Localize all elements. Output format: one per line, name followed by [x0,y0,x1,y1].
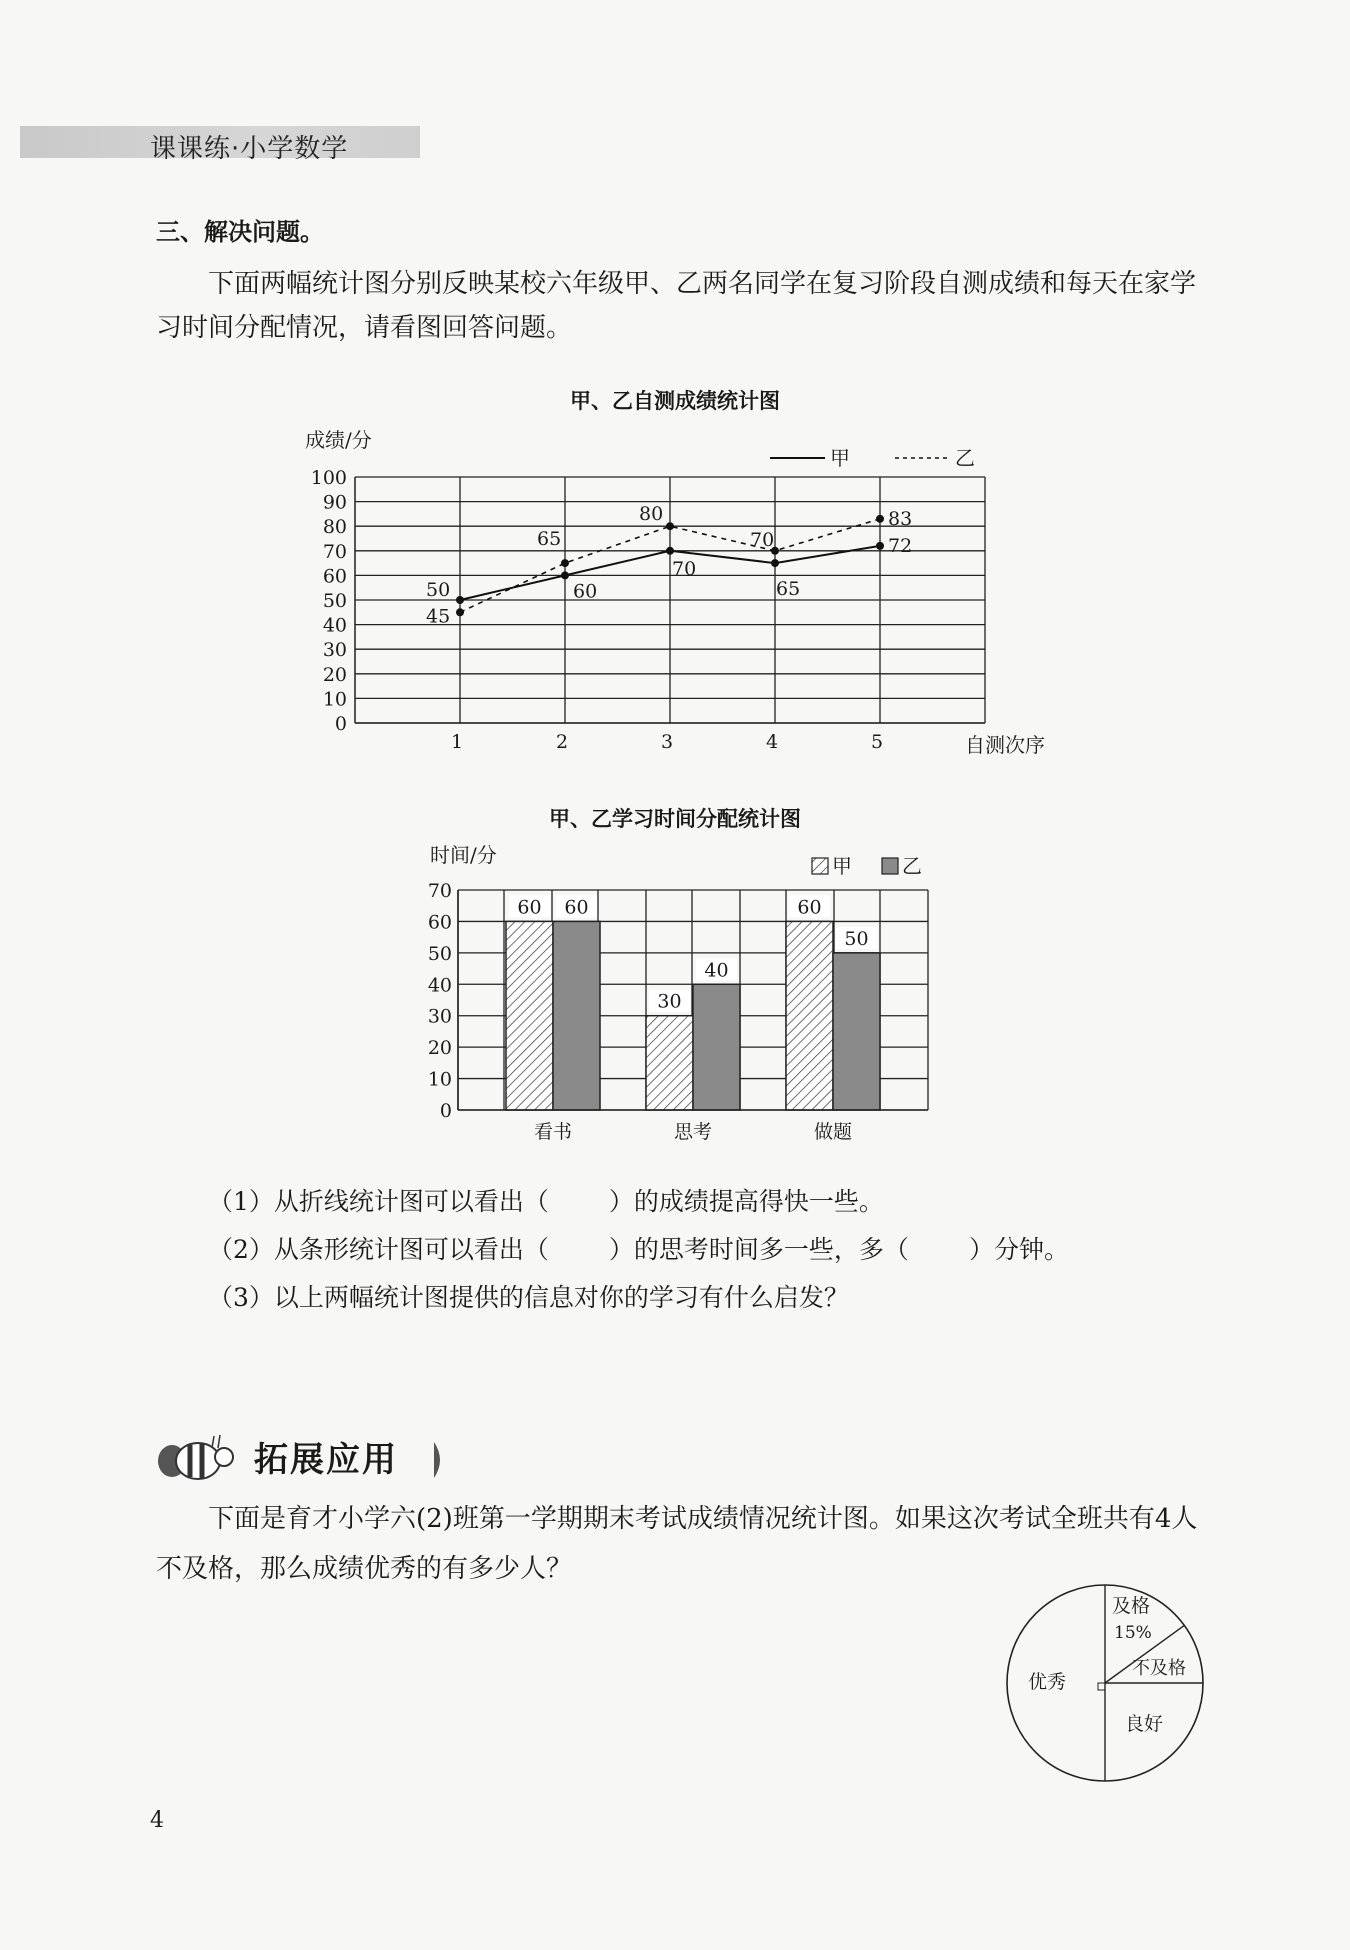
question-1 [208,1182,884,1218]
bar-chart-y-tick: 10 [427,1068,452,1091]
line-chart [290,420,1080,770]
line-data-label: 60 [573,580,598,603]
bar-chart-y-tick: 50 [427,942,452,965]
question-1-before: （1）从折线统计图可以看出（ [208,1187,549,1216]
question-2 [208,1230,1069,1266]
line-chart-x-tick: 2 [555,731,569,753]
line-point [561,571,569,579]
line-chart-title: 甲、乙自测成绩统计图 [570,389,780,413]
line-chart-y-tick: 90 [322,491,347,514]
line-point [771,559,779,567]
line-point [561,559,569,567]
section-intro: 下面两幅统计图分别反映某校六年级甲、乙两名同学在复习阶段自测成绩和每天在家学习时间分配情况，请看图回答问题。 [156,269,1197,343]
legend-label-b: 乙 [955,446,975,470]
bee-icon [176,1443,220,1479]
line-chart-x-tick: 5 [870,731,884,753]
line-data-label: 50 [426,579,451,601]
pie-label-excellent: 优秀 [1028,1671,1067,1693]
bar-chart-title: 甲、乙学习时间分配统计图 [549,807,801,831]
extension-text: 下面是育才小学六(2)班第一学期期末考试成绩情况统计图。如果这次考试全班共有4人不及格，那么成绩优秀的有多少人？ [156,1504,1198,1584]
question-3: （3）以上两幅统计图提供的信息对你的学习有什么启发？ [208,1283,849,1312]
legend-label-b: 乙 [902,854,922,878]
bar-chart-y-tick: 40 [427,974,452,997]
bar-a-value-label: 60 [517,896,542,919]
line-point [666,547,674,555]
bar-b-value-label: 40 [704,959,729,982]
section-title: 三、解决问题。 [156,218,324,246]
legend-label-a: 甲 [830,446,850,470]
pie-label-pass: 及格 [1112,1595,1151,1617]
line-chart-y-tick: 0 [334,713,347,735]
bar-a-value-label: 60 [797,896,822,919]
line-point [876,542,884,550]
bar-b [553,921,600,1110]
pie-label-pass-percent: 15% [1114,1623,1152,1643]
extension-title: 拓展应用 [254,1440,398,1480]
bar-a-value-label: 30 [657,990,682,1013]
line-chart-x-tick: 1 [450,731,464,753]
bar-category-label: 思考 [673,1121,713,1143]
legend-swatch-a [812,858,828,874]
line-data-label: 70 [750,528,775,551]
pie-label-fail: 不及格 [1132,1658,1186,1679]
line-data-label: 65 [776,578,801,601]
question-2-before: （2）从条形统计图可以看出（ [208,1235,549,1264]
bar-chart-y-tick: 0 [439,1100,452,1122]
line-chart-x-tick: 4 [765,731,779,753]
bar-chart-y-tick: 20 [427,1037,452,1060]
line-chart-y-tick: 80 [322,516,347,539]
right-angle-mark [1098,1683,1105,1690]
bar-a [786,921,833,1110]
line-chart-y-tick: 70 [322,540,347,563]
bar-a [506,921,553,1110]
line-data-label: 45 [426,605,451,628]
line-data-label: 83 [888,507,913,530]
page-number: 4 [150,1808,164,1833]
bar-b [833,953,880,1110]
bar-a [646,1016,693,1110]
bar-b-value-label: 50 [844,927,869,950]
question-2-after: ）分钟。 [968,1235,1069,1264]
pie-chart [1000,1580,1220,1790]
bar-chart-y-tick: 60 [427,911,452,934]
line-chart-y-tick: 20 [322,663,347,686]
line-point [456,608,464,616]
bar-b [693,984,740,1110]
line-data-label: 65 [537,528,562,551]
bar-chart-y-label: 时间/分 [430,843,497,867]
line-point [666,522,674,530]
line-chart-y-tick: 10 [322,688,347,711]
line-point [456,596,464,604]
line-data-label: 72 [888,534,913,557]
line-chart-y-tick: 50 [322,590,347,612]
line-chart-y-tick: 60 [322,565,347,588]
header-title: 课课练·小学数学 [150,134,349,164]
legend-label-a: 甲 [832,854,852,878]
line-point [876,515,884,523]
bar-category-label: 看书 [533,1121,573,1143]
line-chart-y-tick: 40 [322,614,347,637]
bar-category-label: 做题 [813,1121,853,1143]
line-chart-y-tick: 100 [310,467,347,489]
bar-chart-y-tick: 30 [427,1005,452,1028]
bar-chart-y-tick: 70 [427,880,452,902]
bar-b-value-label: 60 [564,896,589,919]
line-chart-y-label: 成绩/分 [305,428,372,452]
question-1-after: ）的成绩提高得快一些。 [608,1187,884,1216]
line-chart-x-tick: 3 [660,731,674,753]
line-data-label: 80 [639,503,664,526]
bar-chart [410,838,970,1148]
line-chart-x-label: 自测次序 [965,733,1045,757]
line-data-label: 70 [672,557,697,580]
legend-swatch-b [882,858,898,874]
question-2-middle: ）的思考时间多一些，多（ [608,1235,909,1264]
line-chart-y-tick: 30 [322,639,347,662]
pie-label-good: 良好 [1125,1713,1164,1735]
